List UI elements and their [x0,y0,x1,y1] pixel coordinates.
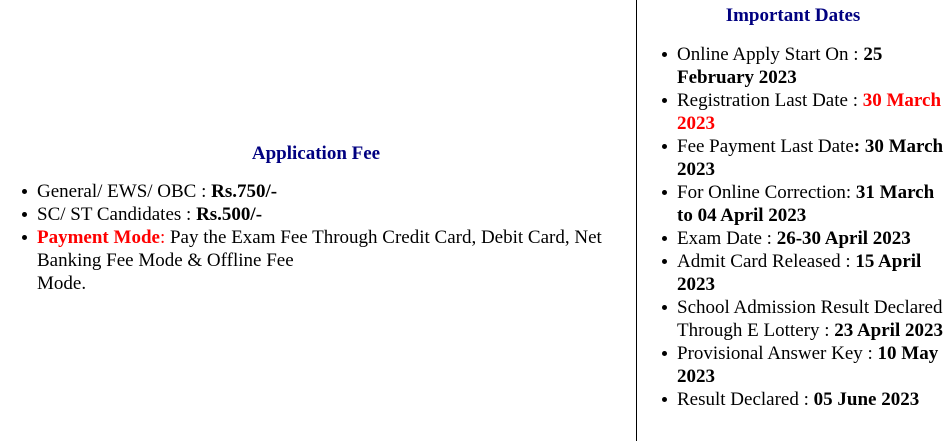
application-fee-title: Application Fee [251,143,381,164]
date-item-label: For Online Correction: [677,182,856,203]
fee-item-value: Rs.500/- [196,204,263,225]
date-item-value: 30 March 2023 [677,90,942,134]
date-item-value: 31 March to 04 April 2023 [677,182,935,226]
fee-item-value: Rs.750/- [211,181,278,202]
payment-mode-text-line1: Pay the Exam Fee Through Credit Card, Debit Card, Net [169,227,602,248]
date-item-value: : 30 March 2023 [677,136,944,180]
date-item-value: 23 April 2023 [834,320,943,341]
date-item-online-correction [677,181,949,227]
important-dates-section [637,0,949,441]
date-item-value: 10 May 2023 [677,343,939,387]
fee-item-label: General/ EWS/ OBC : [37,181,212,202]
date-item-value: 26-30 April 2023 [776,228,911,249]
date-item-label: Registration Last Date : [677,90,863,111]
important-dates-list [677,43,949,411]
date-item-label: Admit Card Released : [677,251,856,272]
date-item-value: 15 April 2023 [677,251,922,295]
date-item-label: Exam Date : [677,228,777,249]
date-item-label: Online Apply Start On : [677,44,864,65]
payment-mode-separator: : [159,227,170,248]
important-dates-title: Important Dates [725,5,861,26]
date-item-school-admission-result [677,296,949,342]
date-item-admit-card [677,250,949,296]
date-item-result-declared [677,388,949,411]
date-item-label: Fee Payment Last Date [677,136,854,157]
date-item-provisional-answer-key [677,342,949,388]
fee-item-general [37,180,637,203]
fee-item-sc-st [37,203,637,226]
payment-mode-text-line3: Mode. [37,273,87,294]
date-item-value: 05 June 2023 [813,389,920,410]
date-item-registration-last [677,89,949,135]
payment-mode-item [37,226,637,295]
date-item-label: Provisional Answer Key : [677,343,878,364]
date-item-fee-payment-last [677,135,949,181]
application-fee-list [37,180,637,295]
date-item-exam-date [677,227,949,250]
payment-mode-label: Payment Mode [37,227,160,248]
date-item-label: School Admission Result Declared Through E Lottery : [677,297,943,341]
fee-item-label: SC/ ST Candidates : [37,204,197,225]
date-item-label: Result Declared : [677,389,814,410]
payment-mode-text-line2: Banking Fee Mode & Offline Fee [37,250,294,271]
date-item-value: 25 February 2023 [677,44,883,88]
date-item-apply-start [677,43,949,89]
